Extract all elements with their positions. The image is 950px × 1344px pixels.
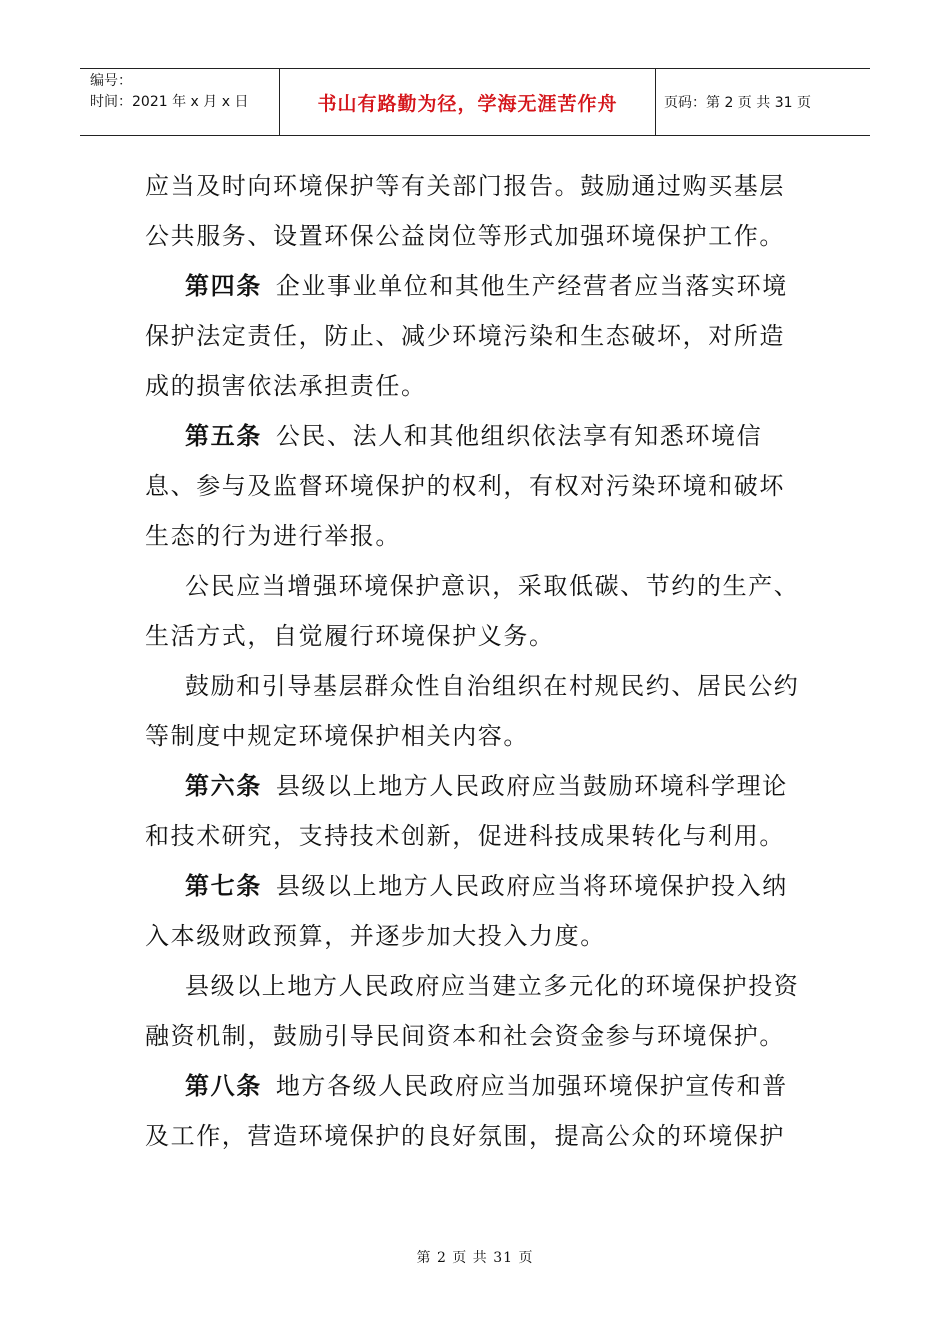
paragraph — [145, 961, 805, 1061]
paragraph-text: 县级以上地方人民政府应当鼓励环境科学理论和技术研究，支持技术创新，促进科技成果转化与利用。 — [145, 772, 788, 850]
header-meta — [80, 69, 280, 135]
article-paragraph — [145, 1061, 805, 1161]
paragraph-text: 县级以上地方人民政府应当将环境保护投入纳入本级财政预算，并逐步加大投入力度。 — [145, 872, 788, 950]
article-paragraph — [145, 861, 805, 961]
paragraph-text: 应当及时向环境保护等有关部门报告。鼓励通过购买基层公共服务、设置环保公益岗位等形式加强环境保护工作。 — [145, 172, 785, 250]
article-number: 第五条 — [185, 421, 262, 450]
paragraph — [145, 661, 805, 761]
paragraph-text: 鼓励和引导基层群众性自治组织在村规民约、居民公约等制度中规定环境保护相关内容。 — [145, 672, 800, 750]
article-number: 第四条 — [185, 271, 262, 300]
paragraph-text: 地方各级人民政府应当加强环境保护宣传和普及工作，营造环境保护的良好氛围，提高公众的环境保护 — [145, 1072, 788, 1150]
article-number: 第七条 — [185, 871, 262, 900]
document-number-label: 编号： — [90, 73, 132, 89]
paragraph — [145, 561, 805, 661]
article-paragraph — [145, 761, 805, 861]
page-footer: 第 2 页 共 31 页 — [416, 1250, 534, 1266]
article-paragraph — [145, 411, 805, 561]
document-time-label: 时间：2021 年 x 月 x 日 — [90, 94, 249, 110]
header-motto: 书山有路勤为径，学海无涯苦作舟 — [280, 69, 656, 135]
article-paragraph — [145, 261, 805, 411]
page-header — [80, 68, 870, 136]
article-number: 第六条 — [185, 771, 262, 800]
paragraph-text: 公民、法人和其他组织依法享有知悉环境信息、参与及监督环境保护的权利，有权对污染环境和破坏生态的行为进行举报。 — [145, 422, 785, 550]
article-number: 第八条 — [185, 1071, 262, 1100]
paragraph — [145, 161, 805, 261]
document-body — [145, 161, 805, 1161]
header-page-info: 页码：第 2 页 共 31 页 — [664, 95, 811, 111]
paragraph-text: 公民应当增强环境保护意识，采取低碳、节约的生产、生活方式，自觉履行环境保护义务。 — [145, 572, 800, 650]
paragraph-text: 企业事业单位和其他生产经营者应当落实环境保护法定责任，防止、减少环境污染和生态破坏，对所造成的损害依法承担责任。 — [145, 272, 788, 400]
paragraph-text: 县级以上地方人民政府应当建立多元化的环境保护投资融资机制，鼓励引导民间资本和社会资金参与环境保护。 — [145, 972, 800, 1050]
